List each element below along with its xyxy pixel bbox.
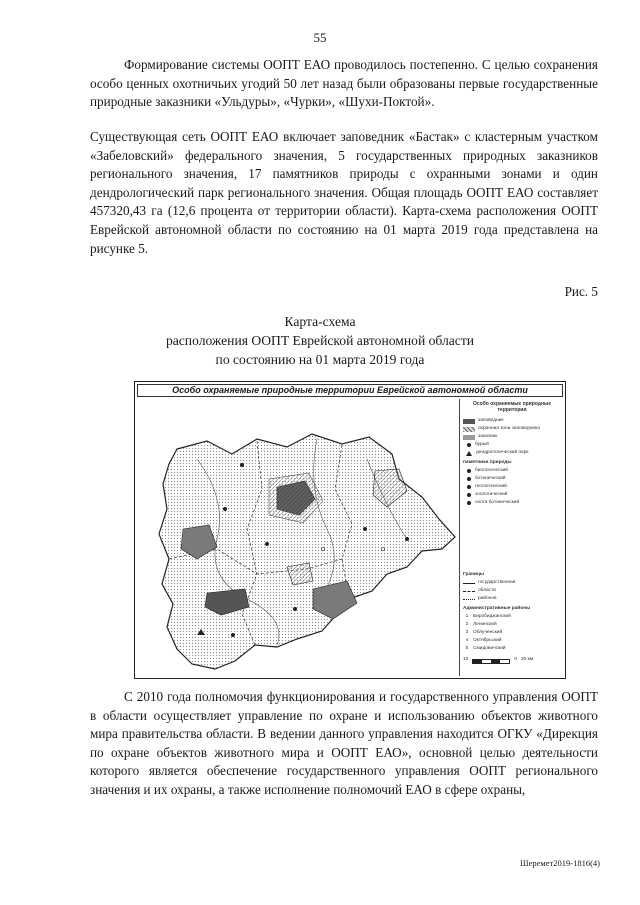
legend-item: зоологический: [463, 491, 561, 499]
legend-item: дендрологический парк: [463, 449, 561, 457]
legend-item: 1 Биробиджанский: [465, 614, 511, 619]
paragraph-management: С 2010 года полномочия функционирования и государственного управления ООПТ в области осуществляет управление по охране и использованию объектов животного мира правительства области. В ведении данного управления находится ОГКУ «Дирекция по охране объектов животного мира и ООПТ ЕАО», основной целью деятельности которого является обеспечение государственного управления ООПТ регионального значения и их охраны, а также исполнение полномочий ЕАО в сфере охраны,: [90, 689, 598, 797]
legend-item: охота ботанический: [463, 499, 561, 507]
legend-item: охранная зона заповедника: [463, 425, 561, 433]
map-legend: [459, 399, 563, 676]
page-number: 55: [313, 30, 327, 45]
nature-monument-marker: [363, 527, 367, 531]
legend-item: геологический: [463, 483, 561, 491]
legend-item: заповедник: [463, 417, 561, 425]
figure-title-line: расположения ООПТ Еврейской автономной области: [165, 333, 475, 348]
protected-areas-map: [134, 381, 566, 679]
legend-subtitle: Административные районы: [463, 606, 531, 611]
legend-item: 4 Октябрьский: [465, 638, 502, 643]
nature-monument-marker: [231, 633, 235, 637]
paragraph-history: Формирование системы ООПТ ЕАО проводилось постепенно. С целью сохранения особо ценных охотничьих угодий 50 лет назад были образованы первые государственные природные заказники «Ульдуры», «Чурки», «Шухи-Поктой».: [90, 57, 598, 110]
legend-item: 5 Смидовичский: [465, 646, 506, 651]
region-map-drawing: [137, 399, 459, 676]
legend-title: Особо охраняемые природные территории: [472, 401, 552, 413]
nature-monument-marker: [240, 463, 244, 467]
map-header: Особо охраняемые природные территории Еврейской автономной области: [137, 384, 563, 397]
legend-subtitle: Границы: [463, 572, 485, 577]
legend-item: 2 Ленинский: [465, 622, 497, 627]
legend-item: бурый: [463, 441, 561, 449]
legend-item: государственная: [463, 579, 561, 587]
nature-monument-marker: [405, 537, 409, 541]
document-code: Шеремет2019-1816(4): [520, 858, 600, 868]
paragraph-network: Существующая сеть ООПТ ЕАО включает заповедник «Бастак» с кластерным участком «Забеловский» федерального значения, 5 государственных природных заказников регионального значения, 17 памятников природы с охранными зонами и один дендрологический парк регионального значения. Общая площадь ООПТ ЕАО составляет 457320,43 га (12,6 процента от территории области). Карта-схема расположения ООПТ Еврейской автономной области по состоянию на 01 марта 2019 года представлена на рисунке 5.: [90, 129, 598, 256]
figure-title-line: по состоянию на 01 марта 2019 года: [215, 352, 425, 367]
legend-item: 3 Облученский: [465, 630, 503, 635]
figure-label: Рис. 5: [564, 284, 598, 299]
figure-title-line: Карта-схема: [284, 314, 356, 329]
nature-monument-marker: [293, 607, 297, 611]
legend-subtitle: памятники природы: [463, 460, 512, 465]
legend-item: биологический: [463, 467, 561, 475]
legend-item: области: [463, 587, 561, 595]
legend-item: районов: [463, 595, 561, 603]
legend-item: ботанический: [463, 475, 561, 483]
nature-monument-marker: [223, 507, 227, 511]
nature-monument-marker: [265, 542, 269, 546]
scale-bar: 10 0 20 км: [463, 657, 534, 662]
legend-item: заказник: [463, 433, 561, 441]
figure-title: [0, 312, 640, 369]
